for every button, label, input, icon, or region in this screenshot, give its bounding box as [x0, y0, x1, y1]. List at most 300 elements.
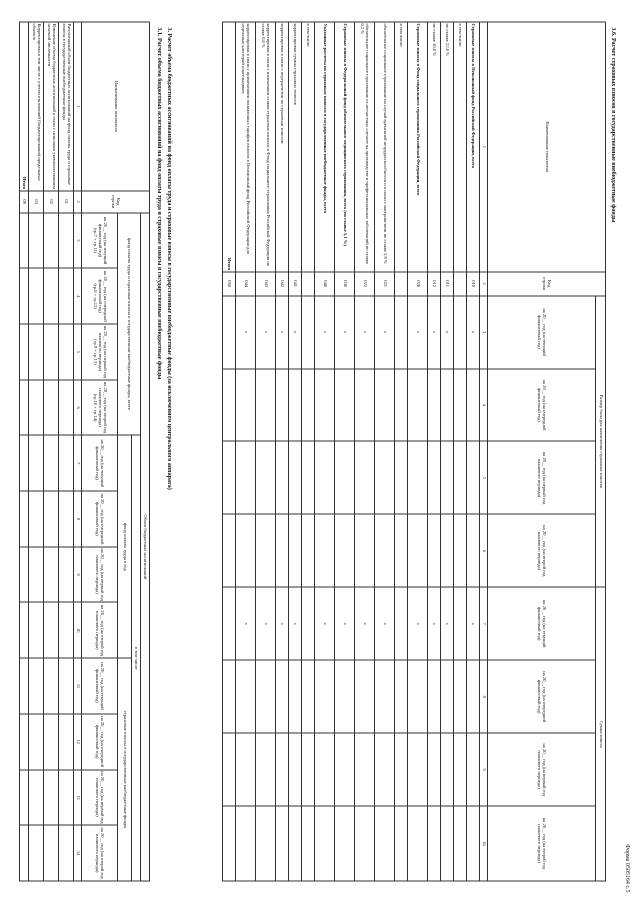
table-cell: [408, 441, 428, 514]
table-row: [395, 22, 408, 881]
table-cell: х: [408, 296, 428, 369]
table-cell: [256, 441, 276, 514]
table-cell: [454, 441, 467, 514]
col-header-code: Код строки: [82, 191, 150, 213]
row-code: 044: [236, 272, 256, 296]
table-row: [355, 22, 375, 881]
col-header-label: на 20__ год (на второй год планового периода): [97, 381, 108, 434]
row-name: Итого: [223, 22, 236, 272]
col-header-third: на 20__ год (на второй год планового периода): [488, 514, 596, 587]
table-cell: [428, 733, 441, 806]
row-name: обязательное социальное страхование на случай временной нетрудоспособности и в связи с материнством по ставке 2,9 %: [375, 22, 395, 272]
table-row: [29, 22, 44, 881]
table-cell: [20, 770, 29, 826]
table-cell: [375, 660, 395, 733]
col-header-label: на 20__ год (на первый год планового периода): [95, 548, 106, 601]
table-cell: [335, 514, 355, 587]
row-code: 02: [44, 191, 59, 213]
table-cell: [302, 660, 315, 733]
row-name: Указанные расчеты по страховым взносам в государственные внебюджетные фонды, всего: [315, 22, 335, 272]
col-header-label: на 20__ год (на очередной финансовый год): [95, 716, 106, 768]
table-cell: [44, 658, 59, 714]
table-row: [59, 22, 74, 881]
table-cell: [375, 733, 395, 806]
table-cell: [408, 369, 428, 442]
table-row: [428, 22, 441, 881]
col-header-label: на 20__ год (на второй год планового периода): [95, 604, 106, 656]
col-header-current: на 20__ год (на текущий финансовый год): [488, 296, 596, 369]
sub-header-incl: в том числе: [132, 435, 141, 881]
table-cell: х: [315, 587, 335, 660]
row-name: в том числе:: [302, 22, 315, 272]
table-cell: [454, 733, 467, 806]
table-cell: [20, 491, 29, 547]
col-header-label: на 20__ год (на очередной финансовый год): [97, 270, 108, 322]
table-cell: [20, 435, 29, 491]
table-cell: [467, 660, 480, 733]
col-header-label: на 20__ год (на первый год планового периода): [97, 325, 108, 379]
table-cell: х: [256, 296, 276, 369]
table-cell: [44, 268, 59, 324]
table-cell: [428, 660, 441, 733]
table-row: [315, 22, 335, 881]
table-cell: [20, 602, 29, 658]
row-code: 012: [428, 272, 441, 296]
table-cell: [29, 658, 44, 714]
section1-title: 3.6. Расчет страховых взносов в государственные внебюджетные фонды: [610, 27, 616, 223]
table-cell: [256, 733, 276, 806]
column-number: 2: [74, 191, 82, 213]
table-cell: [335, 369, 355, 442]
column-number: 6: [74, 380, 82, 436]
sub-header-insurance: страховые взносы в государственные внебюджетные фонды: [118, 658, 132, 881]
table-row: [289, 22, 302, 881]
table-cell: [315, 660, 335, 733]
row-name: Страховые взносы в Фонд социального страхования Российской Федерации, всего: [408, 22, 428, 272]
table-cell: [395, 514, 408, 587]
table-cell: [236, 369, 256, 442]
table-cell: [29, 547, 44, 603]
table-cell: х: [289, 296, 302, 369]
col-header-period: [82, 825, 118, 881]
row-name: по ставке 10,0 %: [428, 22, 441, 272]
table-cell: [276, 369, 289, 442]
table-cell: [223, 514, 236, 587]
table-cell: [302, 806, 315, 881]
col-header-formula: (гр.7 + гр.11): [93, 227, 99, 254]
table-cell: [44, 380, 59, 436]
table-cell: [454, 514, 467, 587]
table-cell: [302, 733, 315, 806]
col-header-name: Наименование показателя: [82, 22, 150, 191]
table-cell: [20, 547, 29, 603]
col-header-first: на 20__ год (на очередной финансовый год): [488, 660, 596, 733]
table-cell: х: [236, 296, 256, 369]
col-header-period: [82, 602, 118, 658]
table-cell: [454, 660, 467, 733]
table-cell: х: [441, 296, 454, 369]
table-cell: [59, 268, 74, 324]
table-cell: [467, 369, 480, 442]
table-cell: [408, 733, 428, 806]
table-cell: [20, 268, 29, 324]
column-number: 8: [480, 660, 488, 733]
table-cell: [375, 514, 395, 587]
table-cell: [302, 296, 315, 369]
group-header-total: Объем бюджетных ассигнований: [141, 213, 150, 881]
table-cell: х: [335, 587, 355, 660]
row-code: 021: [375, 272, 395, 296]
table-cell: х: [256, 587, 276, 660]
row-name: Страховые взносы в Федеральный фонд обязательного медицинского страхования, всего (по ставке 5,1 %): [335, 22, 355, 272]
col-header-formula: (гр.9 + гр.13): [93, 339, 99, 365]
column-number: 6: [480, 514, 488, 587]
table-cell: [395, 806, 408, 881]
table-cell: [20, 324, 29, 380]
col-header-current: на 20__ год (на текущий финансовый год): [488, 587, 596, 660]
table-cell: [59, 547, 74, 603]
table-cell: [441, 441, 454, 514]
table-cell: [44, 435, 59, 491]
table-row: [467, 22, 480, 881]
table-cell: [408, 514, 428, 587]
row-code: 030: [335, 272, 355, 296]
row-name: в том числе:: [395, 22, 408, 272]
table-cell: [276, 514, 289, 587]
table-cell: х: [467, 587, 480, 660]
payroll-table: [19, 22, 150, 882]
table-cell: х: [467, 296, 480, 369]
table-cell: [467, 806, 480, 881]
column-number: 10: [74, 602, 82, 658]
table-cell: [441, 660, 454, 733]
table-cell: х: [428, 587, 441, 660]
table-cell: х: [375, 296, 395, 369]
row-code: 020: [408, 272, 428, 296]
table-row: [335, 22, 355, 881]
table-cell: [289, 514, 302, 587]
table-cell: [289, 369, 302, 442]
table-cell: [335, 441, 355, 514]
row-name: в том числе:: [454, 22, 467, 272]
table-cell: х: [289, 587, 302, 660]
table-cell: [355, 733, 375, 806]
table-row: [276, 22, 289, 881]
table-cell: [44, 324, 59, 380]
table-cell: [395, 660, 408, 733]
table-cell: [467, 733, 480, 806]
table-cell: [223, 587, 236, 660]
table-cell: [236, 441, 256, 514]
table-cell: [355, 514, 375, 587]
col-header-second: на 20__ год (на первый год планового периода): [488, 441, 596, 514]
table-cell: [236, 660, 256, 733]
col-header-second: на 20__ год (на первый год планового периода): [488, 733, 596, 806]
column-number: 5: [480, 441, 488, 514]
table-cell: [59, 602, 74, 658]
table-row: [441, 22, 454, 881]
table-cell: х: [355, 296, 375, 369]
column-number: 9: [74, 547, 82, 603]
table-cell: [20, 825, 29, 881]
section3-subtitle: 3.1. Расчет объема бюджетных ассигнований на фонд оплаты труда и страховые взносы в государственные внебюджетные фонды: [156, 27, 162, 380]
table-cell: [375, 369, 395, 442]
column-number: 1: [480, 22, 488, 272]
table-cell: [223, 806, 236, 881]
table-cell: [223, 733, 236, 806]
insurance-table: [222, 22, 606, 882]
row-name: Изменение объема бюджетных ассигнований в связи с неполным укомплектованием штатной численности: [44, 22, 59, 191]
row-code: 01: [59, 191, 74, 213]
table-row: [20, 22, 29, 881]
table-cell: [236, 806, 256, 881]
table-cell: [454, 806, 467, 881]
row-name: Страховые взносы в Пенсионный фонд Российской Федерации, всего: [467, 22, 480, 272]
table-cell: х: [355, 587, 375, 660]
table-cell: [59, 380, 74, 436]
table-cell: [355, 806, 375, 881]
column-number: 8: [74, 491, 82, 547]
table-cell: [355, 660, 375, 733]
row-name: Корректировка в том числе с учетом отклонений (бюджетирования) предельных объемов: [29, 22, 44, 191]
table-cell: [302, 441, 315, 514]
table-cell: [256, 660, 276, 733]
table-cell: [408, 660, 428, 733]
table-cell: [59, 324, 74, 380]
col-header-label: на 20__ год (на очередной финансовый год): [95, 493, 106, 545]
table-cell: [454, 369, 467, 442]
table-cell: [29, 714, 44, 770]
table-cell: [375, 806, 395, 881]
table-cell: [315, 733, 335, 806]
row-code: [395, 272, 408, 296]
table-cell: [223, 296, 236, 369]
row-code: [302, 272, 315, 296]
table-cell: [44, 491, 59, 547]
row-code: 041: [289, 272, 302, 296]
col-header-label: на 20__ год (на первый год планового периода): [95, 771, 106, 824]
section3-title: 3. Расчет объема бюджетных ассигнований на фонд оплаты труда и страховые взносы в государственные внебюджетные фонды (за исключением центрального аппарата): [166, 27, 172, 490]
col-header-period: [82, 324, 118, 380]
column-number: 4: [480, 369, 488, 442]
table-cell: х: [236, 587, 256, 660]
col-header-period: [82, 268, 118, 324]
table-cell: [236, 514, 256, 587]
column-number: 12: [74, 714, 82, 770]
table-cell: [395, 587, 408, 660]
table-cell: [256, 514, 276, 587]
table-cell: [289, 806, 302, 881]
table-cell: х: [276, 587, 289, 660]
col-header-name: Наименование показателя: [488, 22, 606, 272]
table-row: [302, 22, 315, 881]
table-cell: х: [441, 587, 454, 660]
col-header-formula: (гр.8 + гр.12): [93, 283, 99, 309]
table-cell: х: [428, 296, 441, 369]
row-code: 011: [441, 272, 454, 296]
row-name: обязательное социальное страхование от несчастных случаев на производстве и профессиональных заболеваний по ставке 0,2 %: [355, 22, 375, 272]
table-row: [375, 22, 395, 881]
column-number: 3: [74, 213, 82, 269]
table-cell: [276, 441, 289, 514]
table-row: [44, 22, 59, 881]
table-cell: [276, 733, 289, 806]
row-code: 042: [276, 272, 289, 296]
col-header-period: [82, 435, 118, 491]
column-number: 9: [480, 733, 488, 806]
table-cell: х: [315, 296, 335, 369]
table-cell: [454, 587, 467, 660]
table-cell: [355, 369, 375, 442]
column-number: 4: [74, 268, 82, 324]
column-number: 5: [74, 324, 82, 380]
col-header-third: на 20__ год (на второй год планового периода): [488, 806, 596, 881]
sub-header-fot: фонд оплаты труда в год: [118, 435, 132, 658]
table-cell: [29, 770, 44, 826]
row-code: 022: [355, 272, 375, 296]
table-cell: [395, 369, 408, 442]
row-code: 03: [29, 191, 44, 213]
column-number: 11: [74, 658, 82, 714]
column-number: 14: [74, 825, 82, 881]
row-code: 050: [223, 272, 236, 296]
table-cell: [59, 714, 74, 770]
table-cell: [44, 825, 59, 881]
table-cell: [395, 296, 408, 369]
table-cell: [223, 441, 236, 514]
table-cell: [29, 324, 44, 380]
table-cell: [467, 441, 480, 514]
col-header-period: [82, 770, 118, 826]
table-cell: [20, 658, 29, 714]
table-cell: [223, 660, 236, 733]
table-cell: [29, 825, 44, 881]
table-row: [408, 22, 428, 881]
col-header-label: на 20__ год (на текущий финансовый год): [97, 216, 108, 265]
table-cell: [256, 369, 276, 442]
table-cell: [315, 514, 335, 587]
form-number: Форма 0505164 с.5: [624, 844, 630, 893]
table-cell: [289, 660, 302, 733]
table-cell: х: [276, 296, 289, 369]
row-name: Итого: [20, 22, 29, 191]
table-cell: [395, 441, 408, 514]
table-cell: [20, 380, 29, 436]
col-header-period: [82, 547, 118, 603]
table-cell: [44, 213, 59, 269]
group-header-sum: Сумма взноса: [596, 587, 606, 881]
table-cell: [335, 660, 355, 733]
table-cell: [395, 733, 408, 806]
table-cell: [44, 547, 59, 603]
table-cell: [59, 213, 74, 269]
table-cell: [59, 491, 74, 547]
table-cell: [223, 369, 236, 442]
table-cell: [441, 514, 454, 587]
column-number: 7: [480, 587, 488, 660]
table-cell: [20, 213, 29, 269]
table-cell: [315, 441, 335, 514]
row-code: [454, 272, 467, 296]
table-cell: [441, 369, 454, 442]
table-cell: [29, 380, 44, 436]
table-cell: [44, 714, 59, 770]
row-name: корректировки в связи с перерасчетом по страховым взносам: [276, 22, 289, 272]
group-header-base: Размер базы для начисления страховых взносов: [596, 296, 606, 588]
column-number: 2: [480, 272, 488, 296]
row-code: 040: [315, 272, 335, 296]
column-number: 10: [480, 806, 488, 881]
row-code: 09: [20, 191, 29, 213]
table-cell: [256, 806, 276, 881]
table-cell: [302, 514, 315, 587]
col-header-formula: (гр.10 + гр.14): [93, 393, 99, 422]
column-number: 13: [74, 770, 82, 826]
table-cell: [467, 514, 480, 587]
table-cell: [355, 441, 375, 514]
col-header-period: [82, 491, 118, 547]
col-header-label: на 20__ год (на текущий финансовый год): [95, 439, 106, 488]
table-row: [256, 22, 276, 881]
col-header-period: [82, 213, 118, 269]
table-cell: [428, 441, 441, 514]
table-cell: [441, 806, 454, 881]
col-header-label: на 20__ год (на текущий финансовый год): [95, 662, 106, 710]
table-cell: [236, 733, 256, 806]
table-cell: [375, 441, 395, 514]
row-name: корректировки в связи с применением пониженных тарифов взносов в Пенсионный фонд Российской Федерации для отдельных категорий плательщиков: [236, 22, 256, 272]
table-cell: [59, 658, 74, 714]
table-cell: [428, 369, 441, 442]
row-code: 010: [467, 272, 480, 296]
table-cell: [454, 296, 467, 369]
table-cell: [315, 806, 335, 881]
table-cell: [29, 268, 44, 324]
col-header-period: [82, 658, 118, 714]
col-header-period: [82, 714, 118, 770]
sub-header-all: фонд оплаты труда и страховые взносы в государственные внебюджетные фонды, всего: [118, 213, 141, 436]
table-cell: [408, 806, 428, 881]
col-header-label: на 20__ год (на второй год планового периода): [95, 827, 106, 879]
table-cell: [276, 806, 289, 881]
table-cell: [289, 441, 302, 514]
table-cell: [29, 602, 44, 658]
table-cell: [59, 770, 74, 826]
table-cell: х: [375, 587, 395, 660]
table-cell: [428, 514, 441, 587]
row-name: по ставке 22,0 %: [441, 22, 454, 272]
table-cell: [335, 806, 355, 881]
table-cell: [59, 825, 74, 881]
table-cell: [315, 369, 335, 442]
row-code: 043: [256, 272, 276, 296]
table-cell: [276, 660, 289, 733]
table-row: [236, 22, 256, 881]
table-cell: [44, 770, 59, 826]
column-number: 3: [480, 296, 488, 369]
column-number: 7: [74, 435, 82, 491]
table-cell: [302, 587, 315, 660]
table-cell: х: [335, 296, 355, 369]
table-cell: [441, 733, 454, 806]
table-cell: [29, 491, 44, 547]
table-cell: [44, 602, 59, 658]
row-name: корректировки суммы страховых взносов: [289, 22, 302, 272]
row-name: Рассчитанный объем бюджетных ассигнований на фонд оплаты труда и страховые взносы в государственные внебюджетные фонды: [59, 22, 74, 191]
col-header-period: [82, 380, 118, 436]
column-number: 1: [74, 22, 82, 191]
table-cell: [428, 806, 441, 881]
